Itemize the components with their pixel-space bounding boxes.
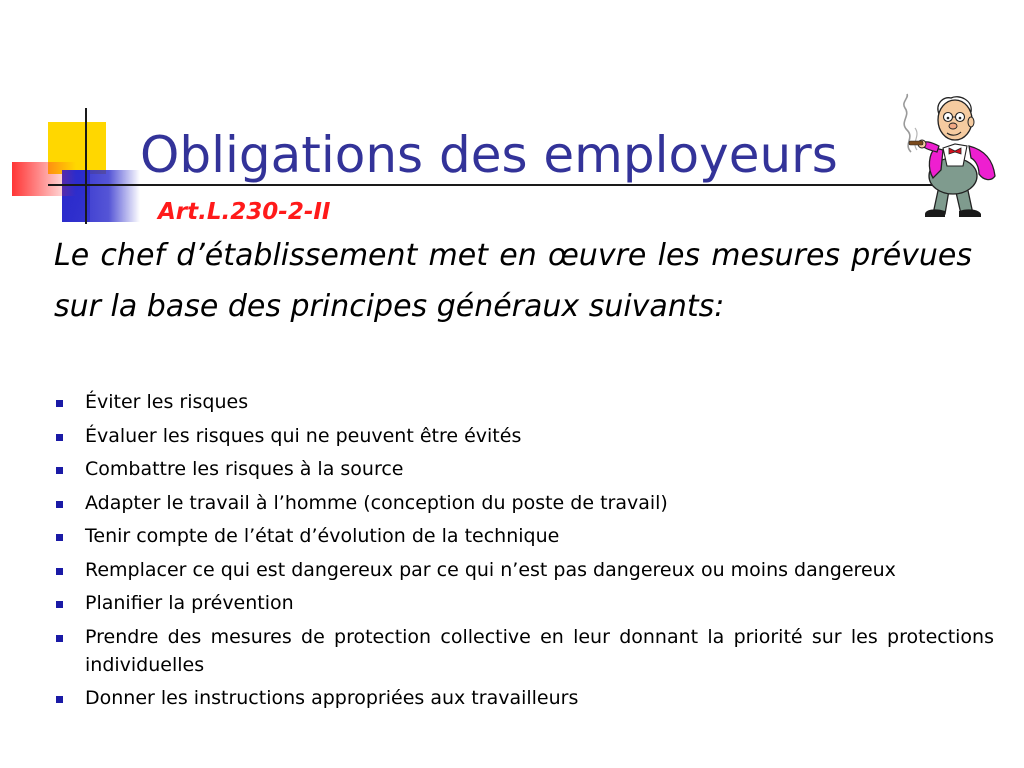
list-item-text: Éviter les risques xyxy=(85,391,249,413)
list-item-text: Donner les instructions appropriées aux travailleurs xyxy=(85,687,579,709)
list-item-text: Adapter le travail à l’homme (conception du poste de travail) xyxy=(85,491,668,514)
list-item xyxy=(54,422,994,450)
decor-red-square xyxy=(12,162,76,196)
decorative-squares xyxy=(0,100,150,230)
list-item xyxy=(54,522,994,550)
bullet-square-icon xyxy=(56,501,63,508)
list-item xyxy=(54,684,994,712)
principles-list xyxy=(54,388,994,718)
man-with-cigar-icon xyxy=(895,90,1015,225)
article-reference: Art.L.230-2-II xyxy=(158,199,331,225)
list-item-text: Tenir compte de l’état d’évolution de la technique xyxy=(85,525,560,547)
list-item-text: Prendre des mesures de protection collective en leur donnant la priorité sur les protections individuelles xyxy=(85,625,994,676)
list-item-text: Évaluer les risques qui ne peuvent être évités xyxy=(85,424,522,447)
bullet-square-icon xyxy=(56,534,63,541)
list-item xyxy=(54,623,994,679)
bullet-square-icon xyxy=(56,696,63,703)
bullet-square-icon xyxy=(56,434,63,441)
list-item-text: Remplacer ce qui est dangereux par ce qui n’est pas dangereux ou moins dangereux xyxy=(85,558,896,581)
bullet-square-icon xyxy=(56,601,63,608)
list-item xyxy=(54,455,994,483)
title-underline xyxy=(48,184,938,186)
list-item xyxy=(54,556,994,584)
list-item-text: Combattre les risques à la source xyxy=(85,458,404,480)
bullet-square-icon xyxy=(56,400,63,407)
list-item-text: Planifier la prévention xyxy=(85,592,294,614)
intro-paragraph: Le chef d’établissement met en œuvre les mesures prévues sur la base des principes généraux suivants: xyxy=(54,238,972,324)
list-item xyxy=(54,589,994,617)
list-item xyxy=(54,489,994,517)
bullet-square-icon xyxy=(56,467,63,474)
bullet-square-icon xyxy=(56,568,63,575)
slide-title: Obligations des employeurs xyxy=(140,126,838,184)
list-item xyxy=(54,388,994,416)
bullet-square-icon xyxy=(56,635,63,642)
